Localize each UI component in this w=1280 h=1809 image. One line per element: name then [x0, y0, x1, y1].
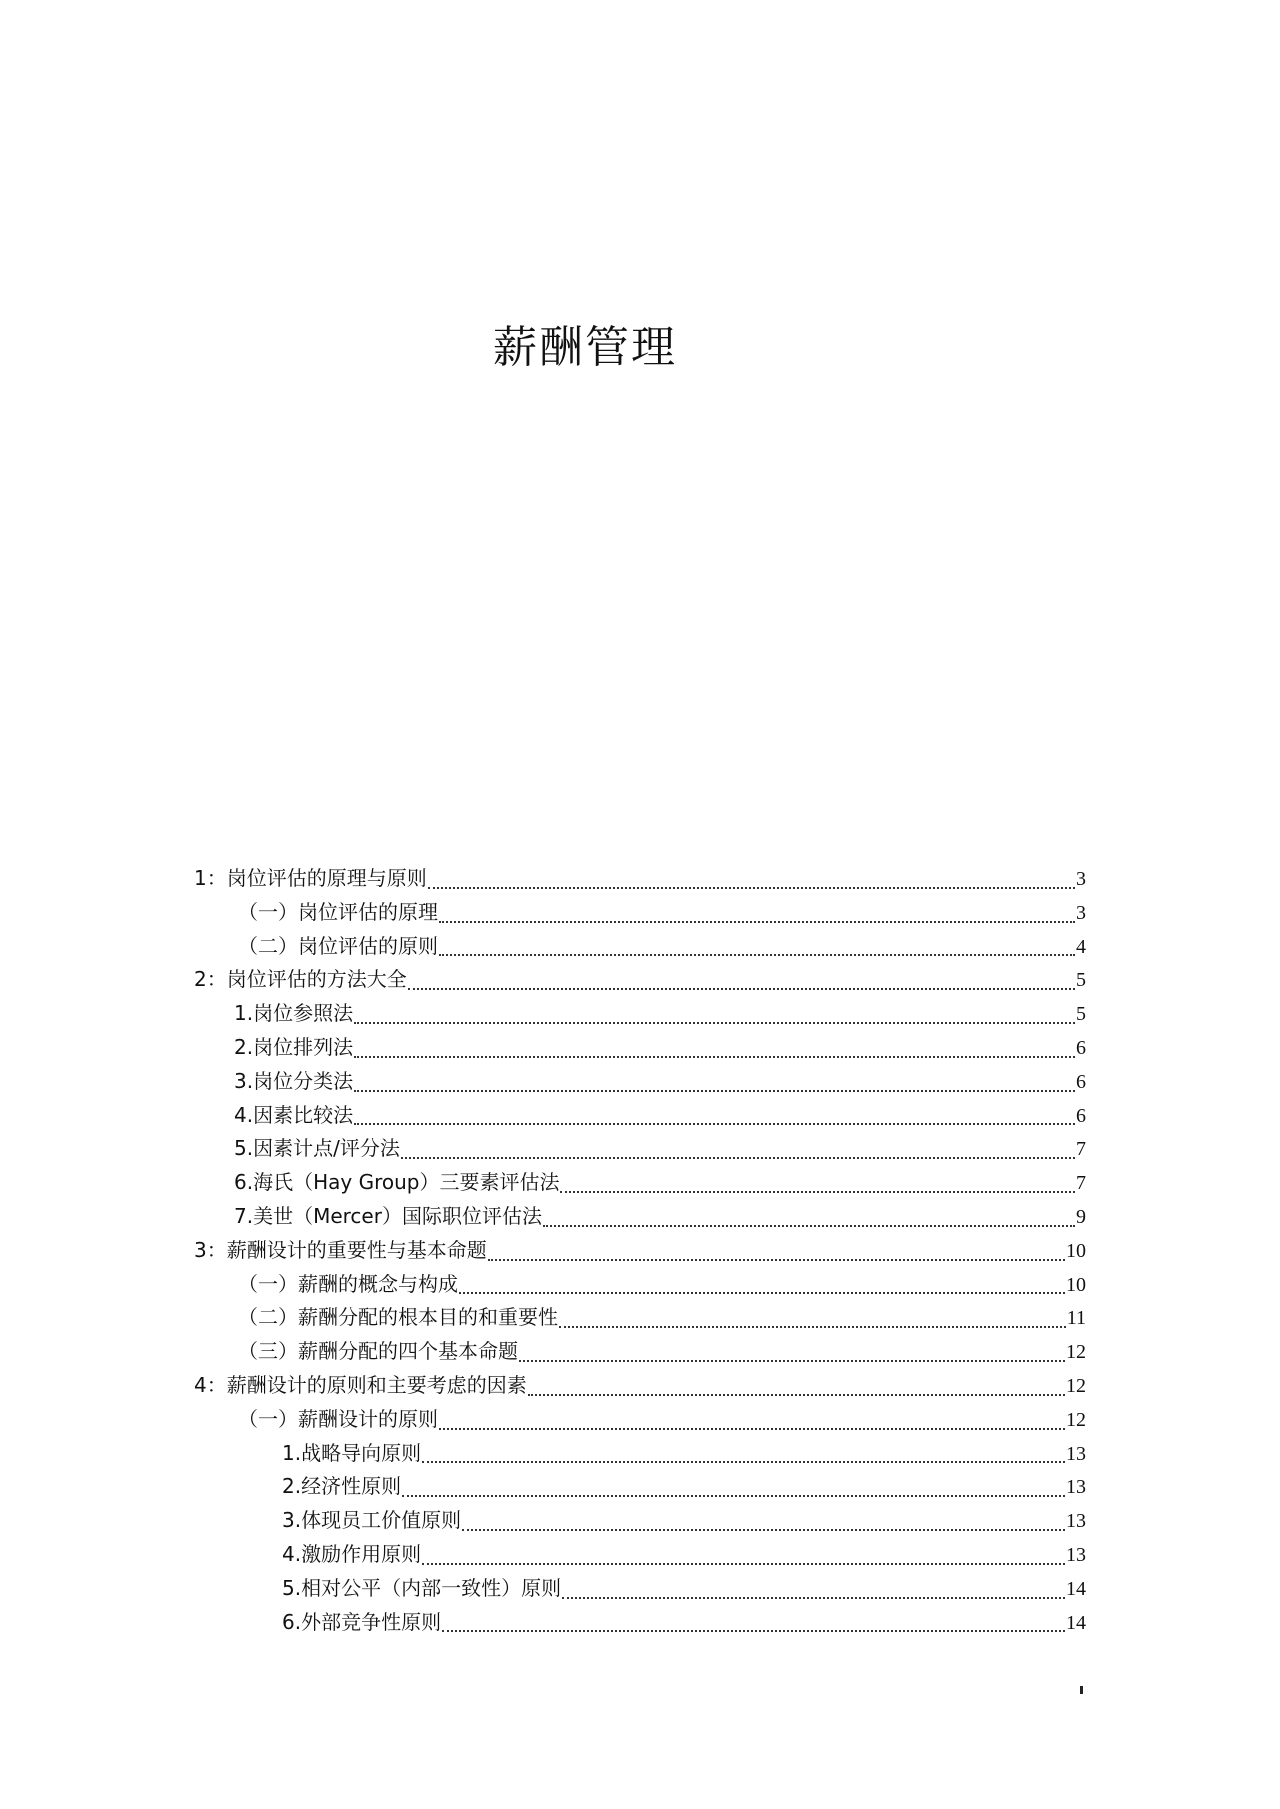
- toc-entry[interactable]: [194, 1234, 1086, 1268]
- toc-entry-page: 4: [1076, 935, 1086, 958]
- toc-entry[interactable]: [194, 930, 1086, 964]
- toc-entry[interactable]: [194, 963, 1086, 997]
- toc-dot-leader: [459, 1292, 1065, 1294]
- toc-dot-leader: [439, 954, 1075, 956]
- toc-dot-leader: [354, 1090, 1075, 1092]
- toc-entry[interactable]: [194, 1606, 1086, 1640]
- toc-dot-leader: [401, 1157, 1075, 1159]
- toc-entry-page: 12: [1066, 1374, 1086, 1397]
- toc-entry-label: 6.海氏（Hay Group）三要素评估法: [234, 1170, 560, 1195]
- toc-entry-page: 11: [1066, 1307, 1086, 1330]
- toc-entry[interactable]: [194, 1437, 1086, 1471]
- toc-entry-label: 1：岗位评估的原理与原则: [194, 866, 427, 890]
- toc-entry[interactable]: [194, 1572, 1086, 1606]
- toc-entry[interactable]: [194, 1132, 1086, 1166]
- toc-entry-page: 5: [1076, 969, 1086, 992]
- toc-entry[interactable]: [194, 896, 1086, 930]
- toc-entry-label: 2.经济性原则: [282, 1474, 402, 1499]
- toc-entry-page: 3: [1076, 901, 1086, 924]
- toc-entry-label: 3.岗位分类法: [234, 1068, 354, 1093]
- toc-entry-label: （一）薪酬的概念与构成: [238, 1271, 458, 1296]
- document-title: 薪酬管理: [493, 322, 677, 374]
- toc-entry-page: 7: [1076, 1138, 1086, 1161]
- toc-entry-label: （一）岗位评估的原理: [238, 899, 438, 924]
- toc-dot-leader: [402, 1495, 1065, 1497]
- toc-entry-label: （一）薪酬设计的原则: [238, 1406, 438, 1431]
- toc-entry[interactable]: [194, 1504, 1086, 1538]
- toc-entry-page: 7: [1076, 1172, 1086, 1195]
- toc-dot-leader: [439, 921, 1075, 923]
- toc-entry-page: 5: [1076, 1003, 1086, 1026]
- toc-dot-leader: [354, 1022, 1075, 1024]
- toc-entry[interactable]: [194, 1268, 1086, 1302]
- toc-entry[interactable]: [194, 1335, 1086, 1369]
- toc-entry[interactable]: [194, 1099, 1086, 1133]
- toc-entry-label: 4.因素比较法: [234, 1102, 354, 1127]
- toc-entry[interactable]: [194, 1538, 1086, 1572]
- toc-entry-label: 5.相对公平（内部一致性）原则: [282, 1575, 562, 1600]
- toc-entry-label: （二）岗位评估的原则: [238, 933, 438, 958]
- toc-dot-leader: [408, 988, 1075, 990]
- toc-entry-label: 2.岗位排列法: [234, 1034, 354, 1059]
- table-of-contents: [194, 862, 1086, 1639]
- toc-dot-leader: [562, 1597, 1065, 1599]
- toc-dot-leader: [528, 1394, 1065, 1396]
- toc-dot-leader: [428, 887, 1075, 889]
- toc-entry[interactable]: [194, 1301, 1086, 1335]
- toc-entry-page: 9: [1076, 1205, 1086, 1228]
- toc-entry[interactable]: [194, 1065, 1086, 1099]
- toc-entry-page: 14: [1066, 1577, 1086, 1600]
- toc-dot-leader: [488, 1259, 1065, 1261]
- toc-dot-leader: [519, 1360, 1065, 1362]
- toc-dot-leader: [559, 1326, 1066, 1328]
- toc-entry[interactable]: [194, 1470, 1086, 1504]
- footer-page-mark: [1080, 1686, 1083, 1694]
- toc-entry-page: 6: [1076, 1104, 1086, 1127]
- toc-entry-label: 3.体现员工价值原则: [282, 1508, 462, 1533]
- toc-entry-label: （三）薪酬分配的四个基本命题: [238, 1339, 518, 1364]
- toc-entry[interactable]: [194, 1031, 1086, 1065]
- toc-entry-label: 6.外部竞争性原则: [282, 1609, 442, 1634]
- toc-entry-page: 10: [1066, 1239, 1086, 1262]
- toc-entry-label: （二）薪酬分配的根本目的和重要性: [238, 1305, 558, 1330]
- toc-entry-page: 13: [1066, 1510, 1086, 1533]
- toc-entry-label: 4.激励作用原则: [282, 1541, 422, 1566]
- toc-entry[interactable]: [194, 1166, 1086, 1200]
- toc-dot-leader: [442, 1630, 1065, 1632]
- toc-entry-label: 1.战略导向原则: [282, 1440, 422, 1465]
- toc-entry[interactable]: [194, 1369, 1086, 1403]
- toc-entry-page: 3: [1076, 868, 1086, 890]
- toc-dot-leader: [462, 1529, 1065, 1531]
- toc-entry-page: 6: [1076, 1036, 1086, 1059]
- toc-entry[interactable]: [194, 1200, 1086, 1234]
- toc-entry-page: 12: [1066, 1408, 1086, 1431]
- toc-dot-leader: [354, 1123, 1075, 1125]
- toc-dot-leader: [422, 1461, 1065, 1463]
- toc-entry-page: 14: [1066, 1611, 1086, 1634]
- toc-entry-label: 3：薪酬设计的重要性与基本命题: [194, 1237, 487, 1262]
- toc-entry-page: 13: [1066, 1442, 1086, 1465]
- toc-dot-leader: [422, 1563, 1065, 1565]
- toc-entry-label: 7.美世（Mercer）国际职位评估法: [234, 1203, 542, 1228]
- toc-entry-page: 13: [1066, 1476, 1086, 1499]
- toc-dot-leader: [439, 1428, 1065, 1430]
- toc-dot-leader: [560, 1191, 1075, 1193]
- toc-dot-leader: [354, 1056, 1075, 1058]
- toc-entry-page: 12: [1066, 1341, 1086, 1364]
- toc-entry-label: 5.因素计点/评分法: [234, 1136, 400, 1161]
- toc-entry[interactable]: [194, 1403, 1086, 1437]
- toc-entry-label: 4：薪酬设计的原则和主要考虑的因素: [194, 1372, 527, 1397]
- toc-dot-leader: [543, 1225, 1075, 1227]
- toc-entry-page: 10: [1066, 1273, 1086, 1296]
- toc-entry-page: 6: [1076, 1070, 1086, 1093]
- toc-entry-label: 1.岗位参照法: [234, 1001, 354, 1026]
- toc-entry-page: 13: [1066, 1543, 1086, 1566]
- toc-entry[interactable]: [194, 862, 1086, 896]
- toc-entry[interactable]: [194, 997, 1086, 1031]
- toc-entry-label: 2：岗位评估的方法大全: [194, 967, 407, 992]
